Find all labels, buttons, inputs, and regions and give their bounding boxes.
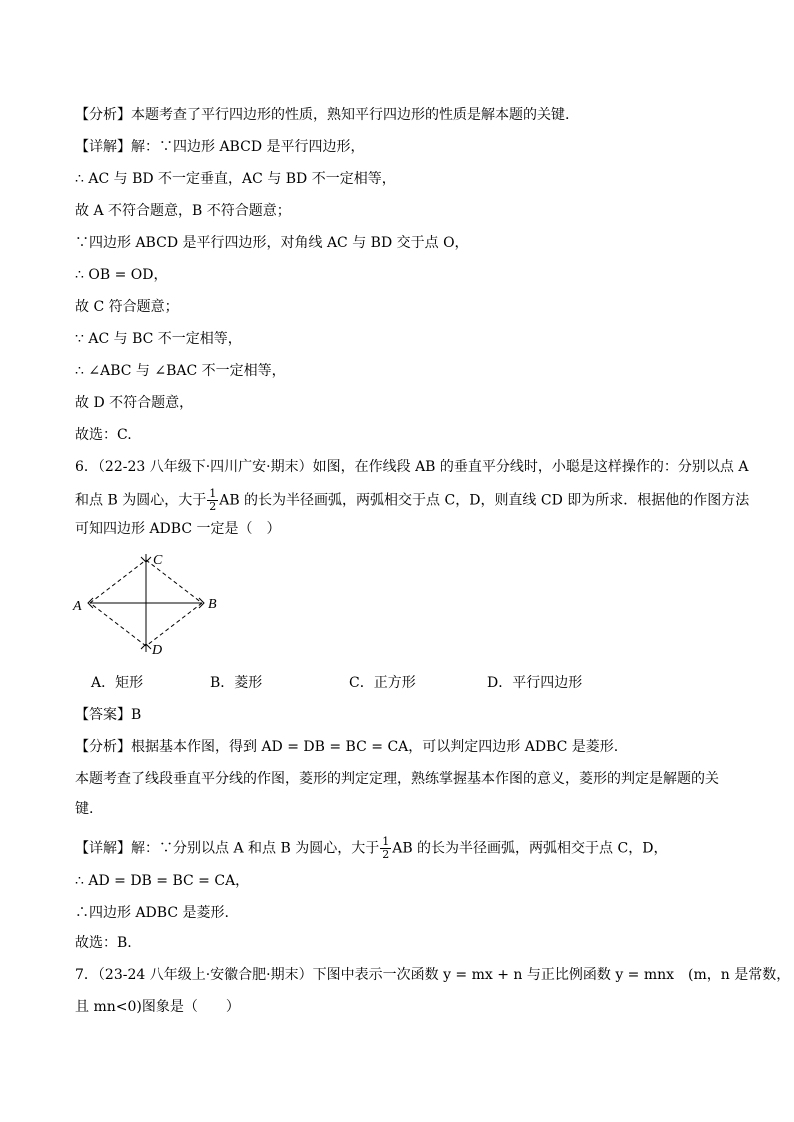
- label-c: C: [153, 553, 163, 568]
- detail-line-5: ∴ OB = OD，: [75, 267, 168, 283]
- label-d: D: [152, 643, 163, 658]
- fraction-denominator: 2: [209, 500, 217, 513]
- question-6-line-2-a: 和点 B 为圆心，大于: [75, 492, 207, 509]
- option-d-letter: D．: [487, 675, 513, 691]
- fraction-half-2: [380, 836, 391, 861]
- detail-2-line-1-b: AB 的长为半径画弧，两弧相交于点 C，D，: [392, 840, 668, 857]
- fraction-half: [207, 488, 218, 513]
- option-a-text: 矩形: [115, 675, 144, 691]
- label-b: B: [208, 597, 217, 612]
- option-b-letter: B．: [210, 675, 235, 691]
- detail-2-line-3: ∴四边形 ADBC 是菱形.: [75, 905, 229, 921]
- note-line-1: 本题考查了线段垂直平分线的作图，菱形的判定定理，熟练掌握基本作图的意义，菱形的判定是解题的关: [75, 771, 719, 787]
- question-7-line-2: 且 mn<0)图象是（ ）: [75, 999, 240, 1015]
- detail-line-6: 故 C 符合题意；: [75, 299, 179, 315]
- detail-line-8: ∴ ∠ABC 与 ∠BAC 不一定相等，: [75, 363, 286, 379]
- option-b-text: 菱形: [234, 675, 263, 691]
- question-6-line-2-b: AB 的长为半径画弧，两弧相交于点 C，D，则直线 CD 即为所求．根据他的作图方法: [219, 492, 750, 509]
- segment-ac: [90, 560, 146, 603]
- option-b[interactable]: [210, 674, 262, 692]
- detail-2-line-2: ∴ AD = DB = BC = CA，: [75, 873, 250, 889]
- question-6-line-1: 6．（22-23 八年级下·四川广安·期末）如图，在作线段 AB 的垂直平分线时，小聪是这样操作的：分别以点 A: [75, 459, 749, 475]
- fraction-numerator-2: 1: [382, 835, 390, 848]
- analysis-line: 【分析】本题考查了平行四边形的性质，熟知平行四边形的性质是解本题的关键.: [75, 107, 570, 123]
- option-d-text: 平行四边形: [512, 675, 583, 691]
- label-a: A: [73, 599, 82, 614]
- option-c[interactable]: [349, 674, 416, 692]
- choose-line-2: 故选：B.: [75, 935, 132, 951]
- answer-line: 【答案】B: [75, 707, 142, 723]
- fraction-numerator: 1: [209, 487, 217, 500]
- choose-line: 故选：C.: [75, 427, 132, 443]
- rhombus-figure: [70, 548, 230, 660]
- detail-line-9: 故 D 不符合题意，: [75, 395, 194, 411]
- detail-line-2: ∴ AC 与 BD 不一定垂直，AC 与 BD 不一定相等，: [75, 171, 396, 187]
- option-d[interactable]: [487, 674, 582, 692]
- option-a-letter: A．: [91, 675, 116, 691]
- question-6-line-2: [75, 488, 749, 513]
- question-6-line-3: 可知四边形 ADBC 一定是（ ）: [75, 521, 281, 537]
- detail-2-line-1-a: 【详解】解：∵分别以点 A 和点 B 为圆心，大于: [75, 840, 380, 857]
- detail-2-line-1: [75, 836, 667, 861]
- note-line-2: 键.: [75, 801, 94, 817]
- segment-bd: [146, 603, 202, 646]
- detail-line-4: ∵四边形 ABCD 是平行四边形，对角线 AC 与 BD 交于点 O，: [75, 235, 469, 251]
- option-c-text: 正方形: [373, 675, 416, 691]
- segment-da: [90, 603, 146, 646]
- question-7-line-1: 7．（23-24 八年级上·安徽合肥·期末）下图中表示一次函数 y = mx + n 与正比例函数 y = mnx (m，n 是常数，: [75, 967, 791, 983]
- detail-line-1: 【详解】解：∵四边形 ABCD 是平行四边形，: [75, 139, 365, 155]
- detail-line-7: ∵ AC 与 BC 不一定相等，: [75, 331, 242, 347]
- option-c-letter: C．: [349, 675, 374, 691]
- detail-line-3: 故 A 不符合题意，B 不符合题意；: [75, 203, 291, 219]
- analysis-line-2: 【分析】根据基本作图，得到 AD = DB = BC = CA，可以判定四边形 ADBC 是菱形.: [75, 739, 619, 755]
- option-a[interactable]: [91, 674, 143, 692]
- fraction-denominator-2: 2: [382, 848, 390, 861]
